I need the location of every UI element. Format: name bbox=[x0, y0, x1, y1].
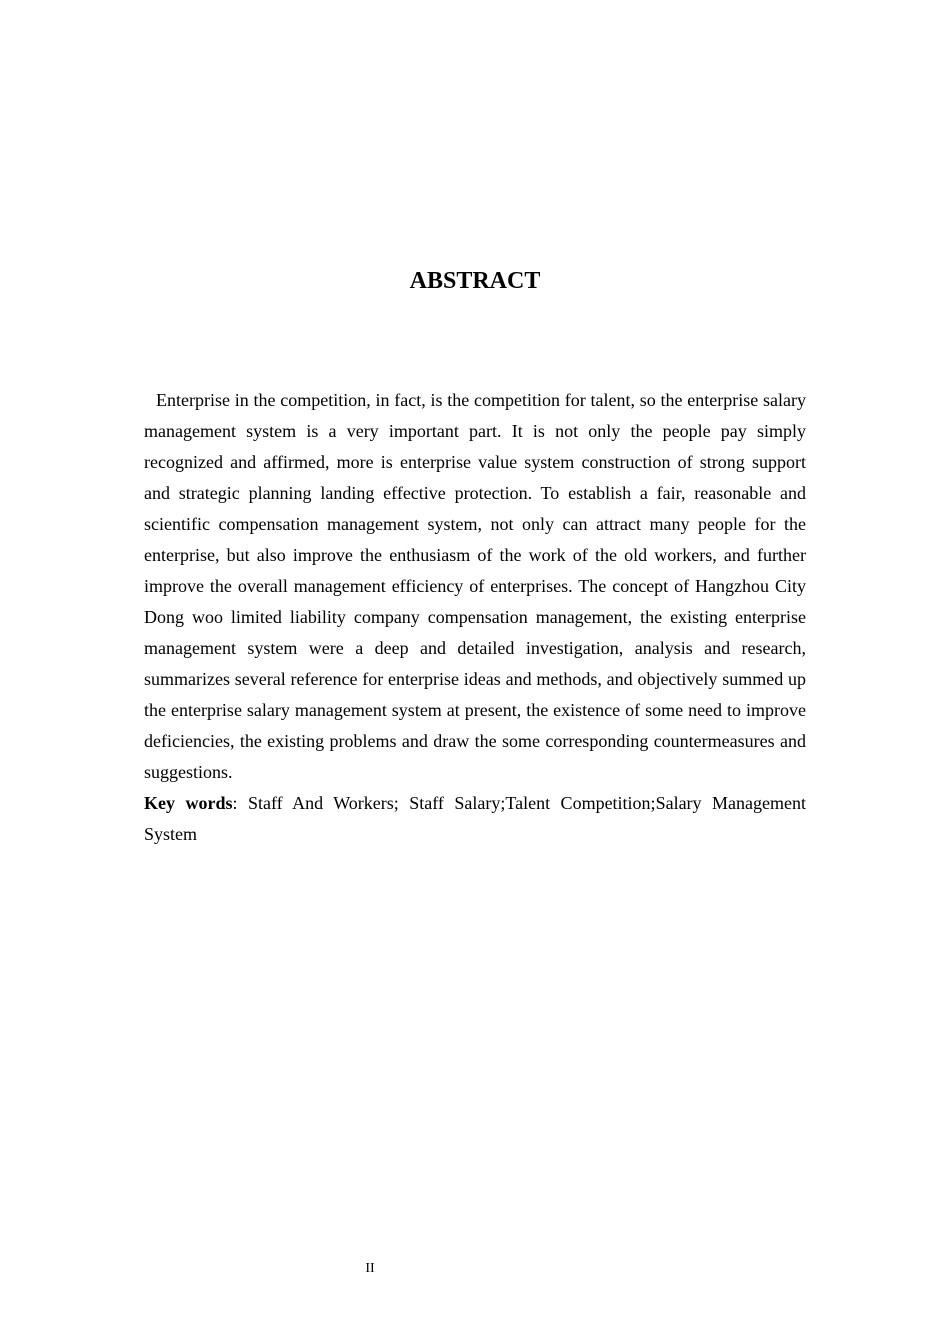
page-title: ABSTRACT bbox=[409, 268, 541, 294]
abstract-paragraph: Enterprise in the competition, in fact, is the competition for talent, so the enterprise salary management system is a very important part. It is not only the people pay simply recognized and affirmed, more is enterprise value system construction of strong support and strategic planning landing effective protection. To establish a fair, reasonable and scientific compensation management system, not only can attract many people for the enterprise, but also improve the enthusiasm of the work of the old workers, and further improve the overall management efficiency of enterprises. The concept of Hangzhou City Dong woo limited liability company compensation management, the existing enterprise management system were a deep and detailed investigation, analysis and research, summarizes several reference for enterprise ideas and methods, and objectively summed up the enterprise salary management system at present, the existence of some need to improve deficiencies, the existing problems and draw the some corresponding countermeasures and suggestions. bbox=[144, 390, 806, 782]
abstract-body bbox=[144, 385, 806, 850]
keywords-label: Key words bbox=[144, 793, 233, 813]
keywords-list: : Staff And Workers; Staff Salary;Talent Competition;Salary Management System bbox=[144, 793, 806, 844]
keywords-paragraph bbox=[144, 788, 806, 850]
page-number: II bbox=[365, 1261, 375, 1276]
